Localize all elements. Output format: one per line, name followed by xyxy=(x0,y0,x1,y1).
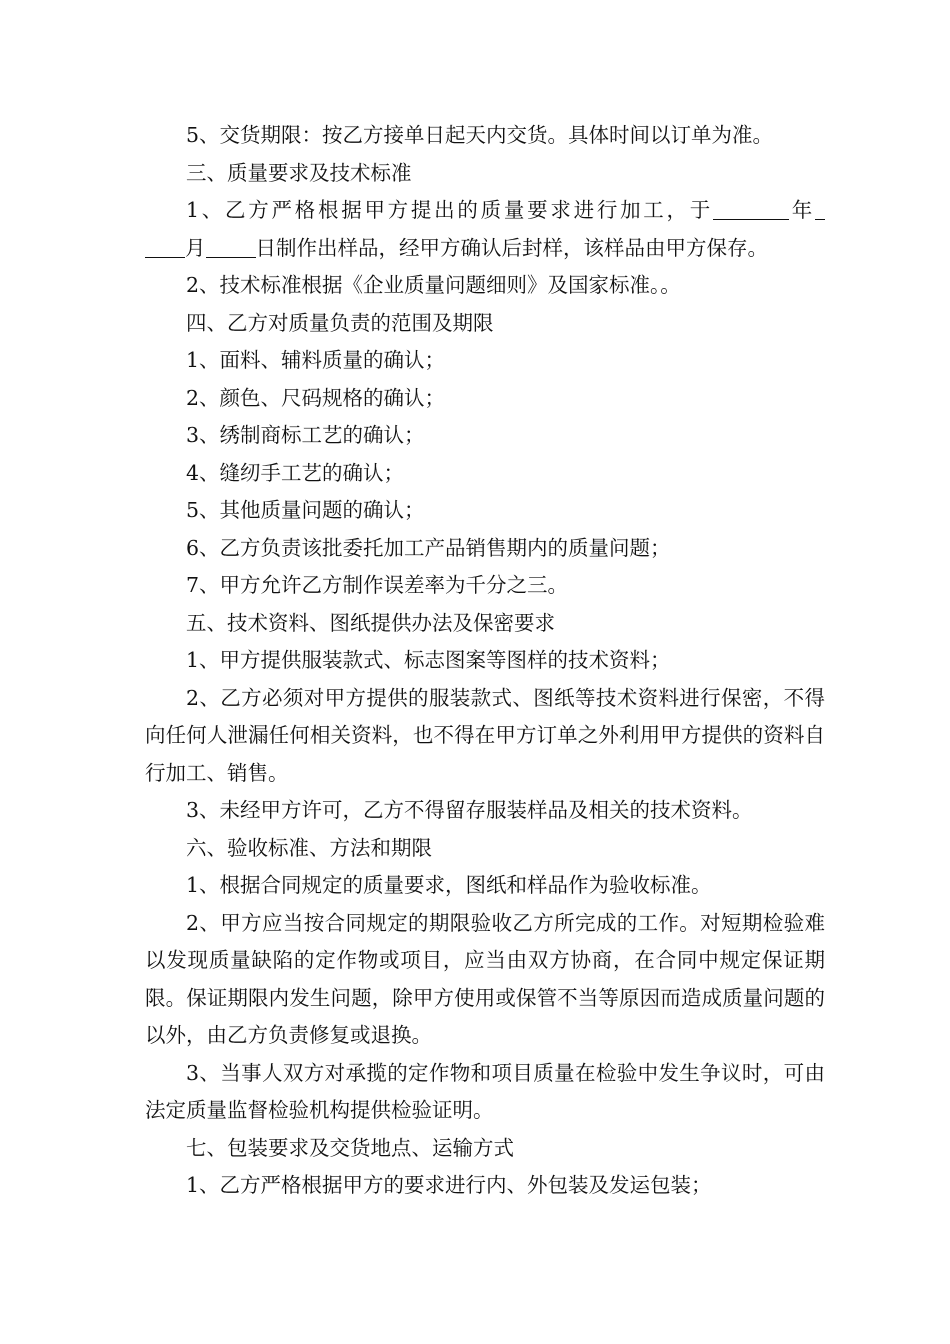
paragraph: 1、甲方提供服装款式、标志图案等图样的技术资料； xyxy=(186,648,671,672)
clause-text: 年 xyxy=(789,198,816,222)
section-heading: 五、技术资料、图纸提供办法及保密要求 xyxy=(186,610,555,635)
blank-day xyxy=(206,236,256,258)
paragraph: 5、其他质量问题的确认； xyxy=(186,498,425,522)
paragraph: 1、根据合同规定的质量要求，图纸和样品作为验收标准。 xyxy=(186,873,712,897)
paragraph: 2、乙方必须对甲方提供的服装款式、图纸等技术资料进行保密，不得向任何人泄漏任何相关资料，也不得在甲方订单之外利用甲方提供的资料自行加工、销售。 xyxy=(145,685,825,785)
paragraph: 3、当事人双方对承揽的定作物和项目质量在检验中发生争议时，可由法定质量监督检验机构提供检验证明。 xyxy=(145,1060,825,1122)
paragraph: 5、交货期限：按乙方接单日起天内交货。具体时间以订单为准。 xyxy=(186,123,774,147)
paragraph: 7、甲方允许乙方制作误差率为千分之三。 xyxy=(186,573,569,597)
paragraph: 1、面料、辅料质量的确认； xyxy=(186,348,446,372)
blank-month xyxy=(145,236,185,258)
paragraph: 2、甲方应当按合同规定的期限验收乙方所完成的工作。对短期检验难以发现质量缺陷的定作物或项目，应当由双方协商，在合同中规定保证期限。保证期限内发生问题，除甲方使用或保管不当等原因而造成质量问题的以外，由乙方负责修复或退换。 xyxy=(145,910,825,1047)
paragraph: 6、乙方负责该批委托加工产品销售期内的质量问题； xyxy=(186,535,671,560)
blank-line xyxy=(815,199,825,221)
paragraph: 3、未经甲方许可，乙方不得留存服装样品及相关的技术资料。 xyxy=(186,798,753,822)
section-heading: 七、包装要求及交货地点、运输方式 xyxy=(186,1135,514,1160)
clause-text: 1、乙方严格根据甲方提出的质量要求进行加工，于 xyxy=(186,198,714,222)
paragraph: 1、乙方严格根据甲方的要求进行内、外包装及发运包装； xyxy=(186,1173,712,1197)
blank-year xyxy=(713,199,789,221)
clause-text: 日制作出样品，经甲方确认后封样，该样品由甲方保存。 xyxy=(255,235,768,260)
paragraph-sample-clause xyxy=(145,192,825,267)
paragraph: 3、绣制商标工艺的确认； xyxy=(186,423,425,447)
section-heading: 四、乙方对质量负责的范围及期限 xyxy=(186,310,494,335)
section-heading: 三、质量要求及技术标准 xyxy=(186,160,412,185)
document-body xyxy=(145,117,825,1205)
paragraph: 4、缝纫手工艺的确认； xyxy=(186,460,405,485)
paragraph: 2、技术标准根据《企业质量问题细则》及国家标准。。 xyxy=(186,273,681,297)
section-heading: 六、验收标准、方法和期限 xyxy=(186,835,432,860)
paragraph: 2、颜色、尺码规格的确认； xyxy=(186,385,446,410)
clause-text: 月 xyxy=(185,235,206,260)
